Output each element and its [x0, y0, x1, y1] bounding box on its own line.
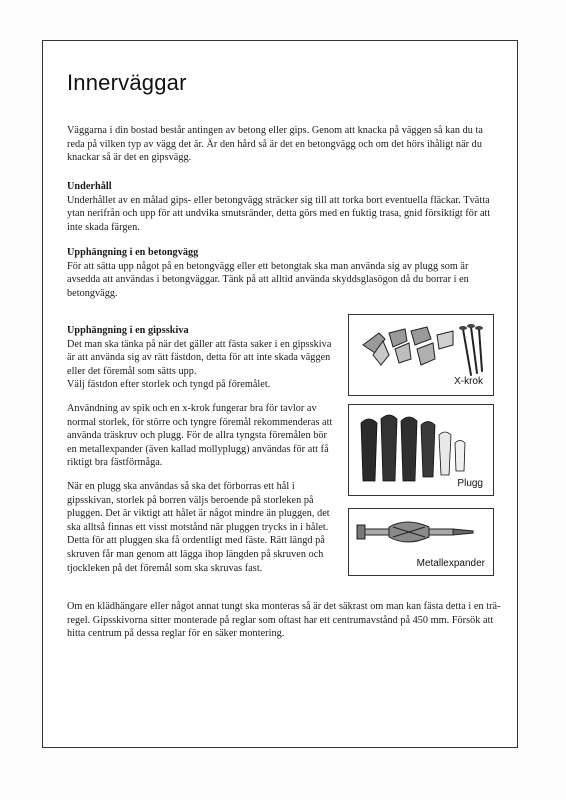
concrete-text: För att sätta upp något på en betongvägg eller ett betongtak ska man använda sig av plugg som är avsedda att användas i betongväggar. Tänk på att alltid använda skyddsglasögon då du borrar i en betongvägg.	[67, 260, 469, 299]
maintenance-section	[67, 180, 499, 234]
gypsum-section	[67, 324, 339, 392]
plugg-image	[348, 404, 494, 496]
studs-paragraph: Om en klädhängare eller något annat tungt ska monteras så är det säkrast om man kan fästa detta i en träregel. Gipsskivorna sitter monterade på reglar som oftast har ett centrumavstånd på 450 mm. Försök att hitta centrum på dessa reglar för en säker montering.	[67, 601, 501, 640]
page-title: Innerväggar	[67, 70, 187, 95]
concrete-heading: Upphängning i en betongvägg	[67, 247, 199, 258]
maintenance-heading: Underhåll	[67, 181, 112, 192]
xkrok-caption: X-krok	[454, 376, 483, 387]
gypsum-heading: Upphängning i en gipsskiva	[67, 325, 189, 336]
metal-expander-caption: Metallexpander	[416, 558, 485, 569]
concrete-section	[67, 246, 499, 300]
metal-expander-image	[348, 508, 494, 576]
gypsum-text: Det man ska tänka på när det gäller att fästa saker i en gipsskiva är att använda sig av rätt fästdon, detta för att inte skada väggen eller det föremål som sätts upp.	[67, 338, 332, 377]
gypsum-text-2: Välj fästdon efter storlek och tyngd på föremålet.	[67, 379, 271, 391]
xkrok-image	[348, 314, 494, 396]
plug-paragraph: När en plugg ska användas så ska det förborras ett hål i gipsskivan, storlek på borren väljs beroende på storleken på pluggen. Det är viktigt att hålet är något mindre än pluggen, det ska alltså finnas ett visst motstånd när pluggen trycks in i hålet. Detta för att pluggen ska få ordentligt med fäste. Rätt längd på skruven får man genom att lägga ihop längden på skruven och tjockleken på det föremål som ska skruvas fast.	[67, 481, 330, 574]
intro-paragraph: Väggarna i din bostad består antingen av betong eller gips. Genom att knacka på väggen så kan du ta reda på vilken typ av vägg det är. Är den hård så är det en betongvägg och om det hörs ihåligt när du knackar så är det en gipsvägg.	[67, 125, 483, 164]
plugg-caption: Plugg	[457, 478, 483, 489]
usage-paragraph: Användning av spik och en x-krok fungerar bra för tavlor av normal storlek, för större och tyngre föremål rekommenderas att använda träskruv och plugg. För de allra tyngsta föremålen bör en metallexpander (även kallad mollyplugg) användas för att få riktigt bra fästförmåga.	[67, 403, 333, 469]
maintenance-text: Underhållet av en målad gips- eller betongvägg sträcker sig till att torka bort eventuella fläckar. Tvätta ytan nerifrån och upp för att undvika smutsränder, detta görs med en fuktig trasa, gnid försiktigt för att inte skada färgen.	[67, 194, 491, 233]
